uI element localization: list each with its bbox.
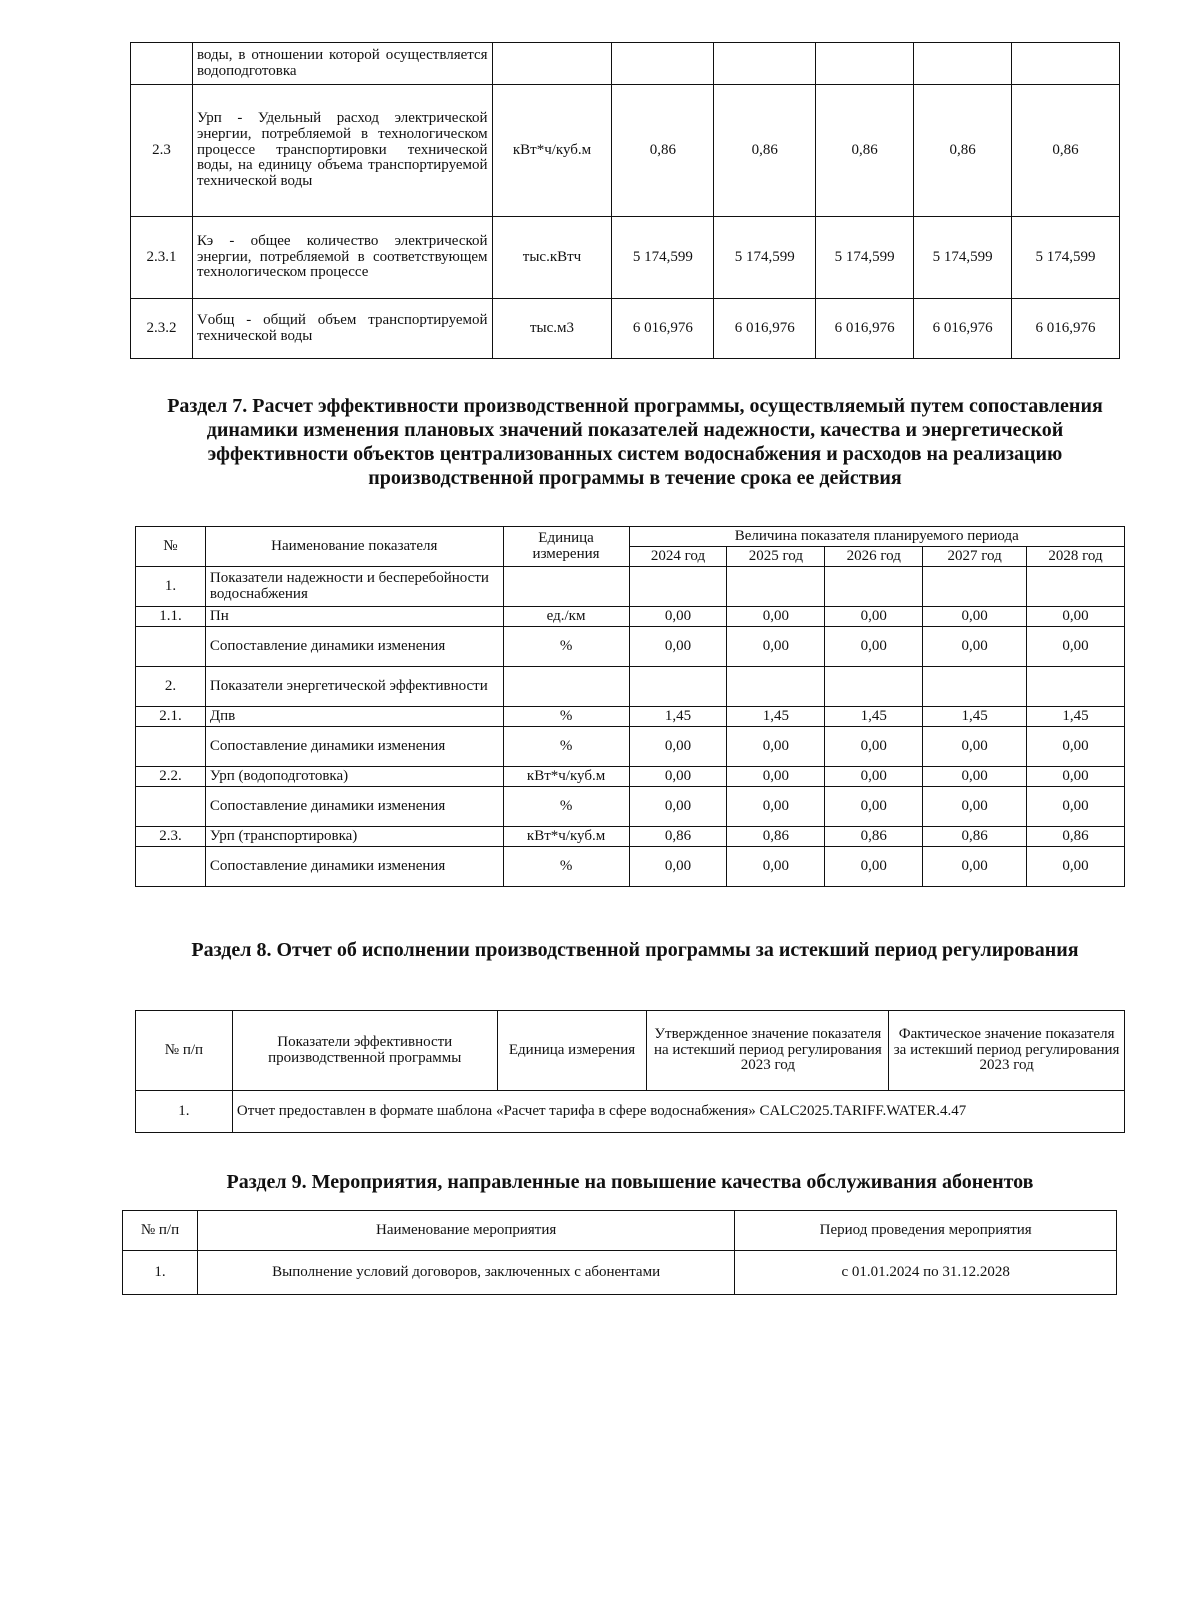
unit: % <box>503 627 629 667</box>
report-table <box>135 1010 1125 1133</box>
table-row <box>136 1091 1125 1133</box>
value-cell: 0,00 <box>825 847 923 887</box>
value-cell: 0,00 <box>629 787 727 827</box>
table-row <box>136 847 1125 887</box>
row-number: 2.1. <box>136 707 206 727</box>
value-cell <box>825 667 923 707</box>
header-row <box>136 1011 1125 1091</box>
value-cell <box>816 43 914 85</box>
indicator-name: Сопоставление динамики изменения <box>205 787 503 827</box>
value-cell: 0,00 <box>923 627 1027 667</box>
value-cell: 0,00 <box>1027 847 1125 887</box>
indicator-name: Сопоставление динамики изменения <box>205 847 503 887</box>
value-cell: 5 174,599 <box>612 217 714 299</box>
value-cell <box>825 567 923 607</box>
value-cell: 0,00 <box>1027 787 1125 827</box>
col-header-year: 2025 год <box>727 547 825 567</box>
value-cell <box>923 667 1027 707</box>
value-cell: 5 174,599 <box>816 217 914 299</box>
table-row <box>131 85 1120 217</box>
header-row <box>123 1211 1117 1251</box>
value-cell: 0,00 <box>727 767 825 787</box>
value-cell: 1,45 <box>825 707 923 727</box>
unit: кВт*ч/куб.м <box>503 767 629 787</box>
row-number: 2.2. <box>136 767 206 787</box>
value-cell: 0,00 <box>825 787 923 827</box>
value-cell: 0,00 <box>727 787 825 827</box>
value-cell: 0,00 <box>629 767 727 787</box>
indicator-name: Дпв <box>205 707 503 727</box>
indicator-name: Кэ - общее количество электрической энергии, потребляемой в соответствующем технологическом процессе <box>192 217 492 299</box>
row-number: 2.3. <box>136 827 206 847</box>
value-cell: 5 174,599 <box>714 217 816 299</box>
unit <box>492 43 612 85</box>
unit: ед./км <box>503 607 629 627</box>
indicator-name: Пн <box>205 607 503 627</box>
value-cell: 0,86 <box>1027 827 1125 847</box>
energy-efficiency-table-continued <box>130 42 1120 359</box>
value-cell <box>629 667 727 707</box>
table-row <box>136 707 1125 727</box>
col-header-year: 2028 год <box>1027 547 1125 567</box>
activity-name: Выполнение условий договоров, заключенных с абонентами <box>197 1251 734 1295</box>
value-cell: 0,00 <box>923 767 1027 787</box>
value-cell <box>727 667 825 707</box>
value-cell: 0,00 <box>1027 607 1125 627</box>
table-row <box>136 827 1125 847</box>
value-cell: 5 174,599 <box>914 217 1012 299</box>
row-number: 1. <box>136 1091 233 1133</box>
indicator-name: воды, в отношении которой осуществляется водоподготовка <box>192 43 492 85</box>
value-cell <box>727 567 825 607</box>
col-header-unit: Единица измерения <box>497 1011 647 1091</box>
value-cell <box>714 43 816 85</box>
col-header-unit: Единица измерения <box>503 527 629 567</box>
value-cell: 6 016,976 <box>714 299 816 359</box>
value-cell: 1,45 <box>727 707 825 727</box>
section-8-title: Раздел 8. Отчет об исполнении производственной программы за истекший период регулирования <box>191 939 1079 961</box>
value-cell: 0,00 <box>825 607 923 627</box>
row-number <box>136 627 206 667</box>
value-cell: 0,86 <box>727 827 825 847</box>
col-header-approved: Утвержденное значение показателя на истекший период регулирования 2023 год <box>647 1011 889 1091</box>
indicator-name: Vобщ - общий объем транспортируемой технической воды <box>192 299 492 359</box>
value-cell: 0,86 <box>629 827 727 847</box>
row-number: 1. <box>136 567 206 607</box>
table-row <box>136 767 1125 787</box>
value-cell: 0,00 <box>629 627 727 667</box>
indicator-name: Урп (транспортировка) <box>205 827 503 847</box>
value-cell: 0,86 <box>816 85 914 217</box>
row-number <box>136 727 206 767</box>
value-cell: 1,45 <box>1027 707 1125 727</box>
value-cell: 0,00 <box>629 847 727 887</box>
value-cell <box>1027 567 1125 607</box>
unit: % <box>503 847 629 887</box>
value-cell: 0,00 <box>923 607 1027 627</box>
col-header-name: Наименование мероприятия <box>197 1211 734 1251</box>
section-7-title: Раздел 7. Расчет эффективности производственной программы, осуществляемый путем сопоставления динамики изменения плановых значений показателей надежности, качества и энергетической эффективности объектов централизованных систем водоснабжения и расходов на реализацию производственной программы в течение срока ее действия <box>167 395 1103 489</box>
value-cell: 0,00 <box>727 727 825 767</box>
value-cell: 0,86 <box>714 85 816 217</box>
value-cell <box>1012 43 1120 85</box>
table-row <box>131 299 1120 359</box>
indicator-name: Урп (водоподготовка) <box>205 767 503 787</box>
value-cell: 0,00 <box>1027 627 1125 667</box>
value-cell: 0,00 <box>825 727 923 767</box>
value-cell: 6 016,976 <box>612 299 714 359</box>
value-cell: 0,00 <box>629 727 727 767</box>
indicator-name: Сопоставление динамики изменения <box>205 627 503 667</box>
indicator-name: Показатели энергетической эффективности <box>205 667 503 707</box>
unit: % <box>503 787 629 827</box>
indicator-name: Сопоставление динамики изменения <box>205 727 503 767</box>
value-cell: 1,45 <box>923 707 1027 727</box>
row-number: 1.1. <box>136 607 206 627</box>
col-header-period: Величина показателя планируемого периода <box>629 527 1124 547</box>
value-cell: 0,00 <box>727 627 825 667</box>
value-cell: 0,00 <box>923 787 1027 827</box>
activities-table <box>122 1210 1117 1295</box>
col-header-number: № п/п <box>123 1211 198 1251</box>
col-header-year: 2026 год <box>825 547 923 567</box>
col-header-name: Наименование показателя <box>205 527 503 567</box>
row-number: 2.3.2 <box>131 299 193 359</box>
value-cell: 0,00 <box>727 847 825 887</box>
value-cell: 0,00 <box>1027 727 1125 767</box>
report-note: Отчет предоставлен в формате шаблона «Расчет тарифа в сфере водоснабжения» CALC2025.TARIFF.WATER.4.47 <box>232 1091 1124 1133</box>
row-number <box>136 787 206 827</box>
table-row <box>136 567 1125 607</box>
col-header-name: Показатели эффективности производственной программы <box>232 1011 497 1091</box>
value-cell <box>914 43 1012 85</box>
col-header-period: Период проведения мероприятия <box>735 1211 1117 1251</box>
unit: тыс.м3 <box>492 299 612 359</box>
col-header-year: 2024 год <box>629 547 727 567</box>
table-row <box>136 787 1125 827</box>
table-row <box>136 727 1125 767</box>
table-row <box>123 1251 1117 1295</box>
row-number <box>136 847 206 887</box>
row-number: 2.3 <box>131 85 193 217</box>
value-cell: 0,00 <box>1027 767 1125 787</box>
unit: % <box>503 727 629 767</box>
value-cell: 6 016,976 <box>816 299 914 359</box>
value-cell: 0,86 <box>923 827 1027 847</box>
table-row <box>136 607 1125 627</box>
table-row <box>131 43 1120 85</box>
col-header-actual: Фактическое значение показателя за истекший период регулирования 2023 год <box>889 1011 1125 1091</box>
value-cell: 0,00 <box>923 727 1027 767</box>
unit <box>503 667 629 707</box>
col-header-number: № п/п <box>136 1011 233 1091</box>
row-number: 2.3.1 <box>131 217 193 299</box>
unit: кВт*ч/куб.м <box>492 85 612 217</box>
value-cell <box>1027 667 1125 707</box>
planned-indicators-table <box>135 526 1125 887</box>
indicator-name: Урп - Удельный расход электрической энергии, потребляемой в технологическом процессе транспортировки технической воды, на единицу объема транспортируемой технической воды <box>192 85 492 217</box>
value-cell: 5 174,599 <box>1012 217 1120 299</box>
indicator-name: Показатели надежности и бесперебойности водоснабжения <box>205 567 503 607</box>
value-cell: 6 016,976 <box>914 299 1012 359</box>
table-row <box>136 627 1125 667</box>
activity-period: с 01.01.2024 по 31.12.2028 <box>735 1251 1117 1295</box>
value-cell: 6 016,976 <box>1012 299 1120 359</box>
value-cell <box>923 567 1027 607</box>
value-cell: 0,00 <box>923 847 1027 887</box>
unit: тыс.кВтч <box>492 217 612 299</box>
value-cell: 0,00 <box>727 607 825 627</box>
value-cell: 1,45 <box>629 707 727 727</box>
col-header-year: 2027 год <box>923 547 1027 567</box>
col-header-number: № <box>136 527 206 567</box>
section-9-title: Раздел 9. Мероприятия, направленные на повышение качества обслуживания абонентов <box>226 1171 1034 1193</box>
value-cell: 0,00 <box>825 627 923 667</box>
unit: кВт*ч/куб.м <box>503 827 629 847</box>
header-row <box>136 527 1125 547</box>
value-cell: 0,86 <box>612 85 714 217</box>
unit: % <box>503 707 629 727</box>
table-row <box>131 217 1120 299</box>
value-cell: 0,00 <box>629 607 727 627</box>
value-cell: 0,86 <box>914 85 1012 217</box>
unit <box>503 567 629 607</box>
value-cell: 0,00 <box>825 767 923 787</box>
value-cell <box>612 43 714 85</box>
row-number: 1. <box>123 1251 198 1295</box>
value-cell <box>629 567 727 607</box>
table-row <box>136 667 1125 707</box>
value-cell: 0,86 <box>1012 85 1120 217</box>
row-number: 2. <box>136 667 206 707</box>
row-number <box>131 43 193 85</box>
value-cell: 0,86 <box>825 827 923 847</box>
